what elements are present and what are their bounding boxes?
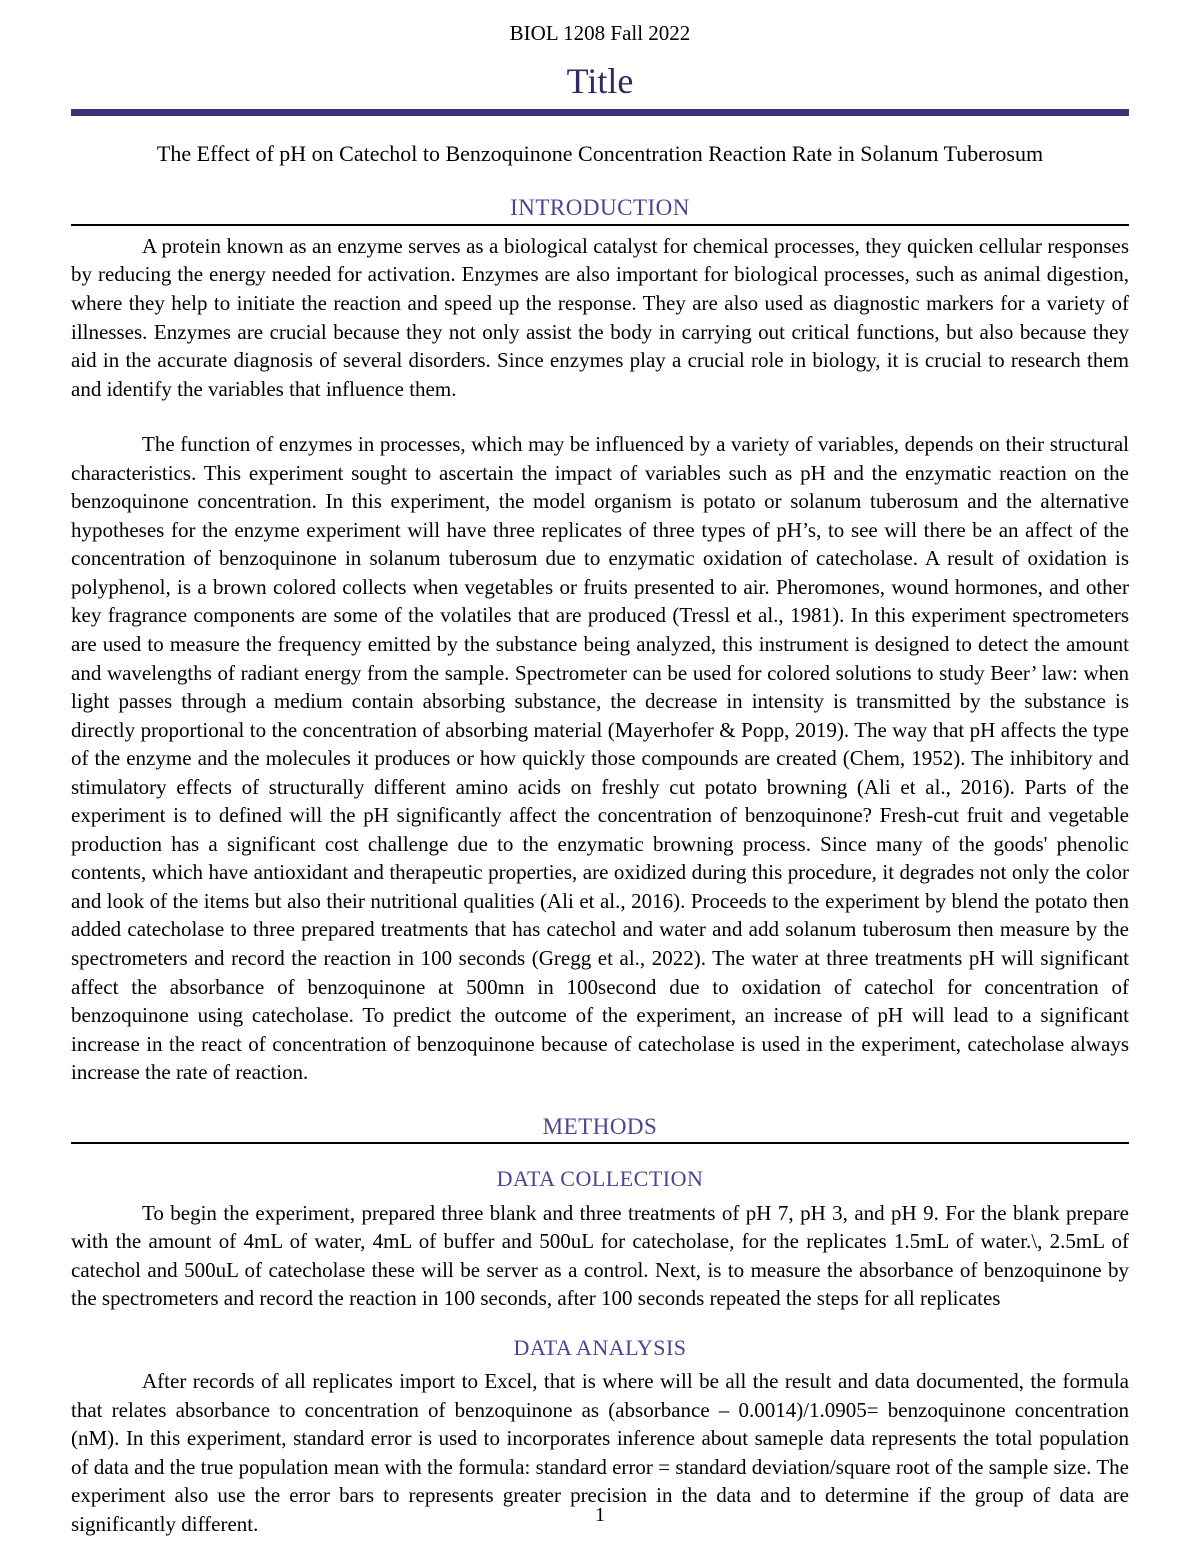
data-analysis-paragraph: After records of all replicates import to Excel, that is where will be all the result and data documented, the formula that relates absorbance to concentration of benzoquinone as (absorbance – 0.0014)/1.0905= benzoquinone concentration (nM). In this experiment, standard error is used to incorporates inference about sameple data represents the total population of data and the true population mean with the formula: standard error = standard deviation/square root of the sample size. The experiment also use the error bars to represents greater precision in the data and to determine if the group of data are significantly different. — [71, 1369, 1129, 1537]
introduction-heading-rule — [71, 224, 1129, 226]
paper-subtitle: The Effect of pH on Catechol to Benzoquinone Concentration Reaction Rate in Solanum Tuberosum — [156, 140, 1044, 166]
title-rule — [71, 109, 1129, 116]
page-title: Title — [566, 61, 634, 102]
introduction-paragraph-2: The function of enzymes in processes, which may be influenced by a variety of variables, depends on their structural characteristics. This experiment sought to ascertain the impact of variables such as pH and the enzymatic reaction on the benzoquinone concentration. In this experiment, the model organism is potato or solanum tuberosum and the alternative hypotheses for the enzyme experiment will have three replicates of three types of pH’s, to see will there be an affect of the concentration of benzoquinone in solanum tuberosum due to enzymatic oxidation of catecholase. A result of oxidation is polyphenol, is a brown colored collects when vegetables or fruits presented to air. Pheromones, wound hormones, and other key fragrance components are some of the volatiles that are produced (Tressl et al., 1981). In this experiment spectrometers are used to measure the frequency emitted by the substance being analyzed, this instrument is designed to detect the amount and wavelengths of radiant energy from the sample. Spectrometer can be used for colored solutions to study Beer’ law: when light passes through a medium contain absorbing substance, the decrease in intensity is transmitted by the substance is directly proportional to the concentration of absorbing material (Mayerhofer & Popp, 2019). The way that pH affects the type of the enzyme and the molecules it produces or how quickly those compounds are created (Chem, 1952). The inhibitory and stimulatory effects of structurally different amino acids on freshly cut potato browning (Ali et al., 2016). Parts of the experiment is to defined will the pH significantly affect the concentration of benzoquinone? Fresh-cut fruit and vegetable production has a significant cost challenge due to the enzymatic browning process. Since many of the goods' phenolic contents, which have antioxidant and therapeutic properties, are oxidized during this procedure, it degrades not only the color and look of the items but also their nutritional qualities (Ali et al., 2016). Proceeds to the experiment by blend the potato then added catecholase to three prepared treatments that has catechol and water and add solanum tuberosum then measure by the spectrometers and record the reaction in 100 seconds (Gregg et al., 2022). The water at three treatments pH will significant affect the absorbance of benzoquinone at 500mn in 100second due to oxidation of catechol for concentration of benzoquinone using catecholase. To predict the outcome of the experiment, an increase of pH will lead to a significant increase in the react of concentration of benzoquinone because of catecholase is used in the experiment, catecholase always increase the rate of reaction. — [71, 432, 1129, 1085]
section-heading-methods: METHODS — [542, 1113, 658, 1139]
subsection-heading-data-collection: DATA COLLECTION — [496, 1166, 704, 1192]
introduction-paragraph-1: A protein known as an enzyme serves as a biological catalyst for chemical processes, they quicken cellular responses by reducing the energy needed for activation. Enzymes are also important for biological processes, such as animal digestion, where they help to initiate the reaction and speed up the response. They are also used as diagnostic markers for a variety of illnesses. Enzymes are crucial because they not only assist the body in carrying out critical functions, but also because they aid in the accurate diagnosis of several disorders. Since enzymes play a crucial role in biology, it is crucial to research them and identify the variables that influence them. — [71, 233, 1129, 401]
page-number: 1 — [595, 1504, 605, 1526]
course-header: BIOL 1208 Fall 2022 — [509, 21, 691, 45]
section-heading-introduction: INTRODUCTION — [510, 195, 690, 221]
data-collection-paragraph: To begin the experiment, prepared three blank and three treatments of pH 7, pH 3, and pH 9. For the blank prepare with the amount of 4mL of water, 4mL of buffer and 500uL for catecholase, for the replicates 1.5mL of water.\, 2.5mL of catechol and 500uL of catecholase these will be server as a control. Next, is to measure the absorbance of benzoquinone by the spectrometers and record the reaction in 100 seconds, after 100 seconds repeated the steps for all replicates — [71, 1200, 1129, 1311]
subsection-heading-data-analysis: DATA ANALYSIS — [513, 1334, 687, 1360]
methods-heading-rule — [71, 1142, 1129, 1144]
